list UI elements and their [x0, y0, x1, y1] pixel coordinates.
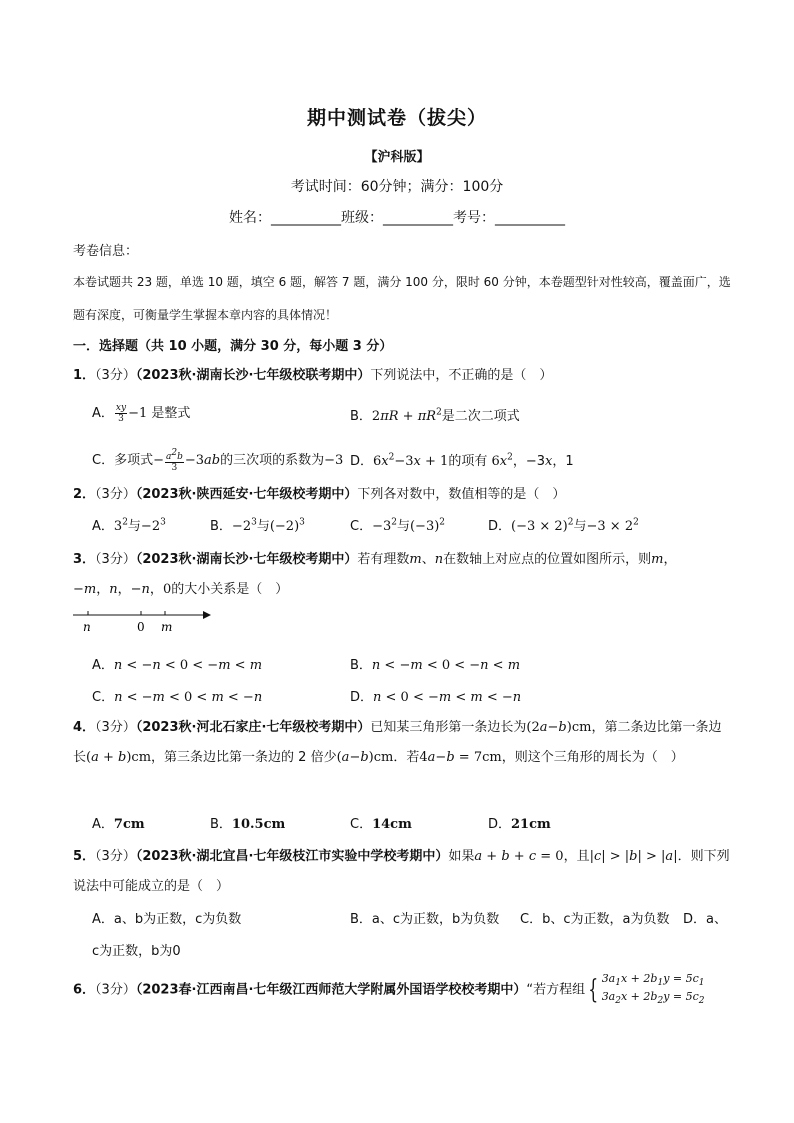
question-stem: 下列说法中，不正确的是（ ） — [370, 368, 553, 383]
question-number: 3． — [73, 552, 96, 567]
q3-option-b: B．n < −m < 0 < −n < m — [350, 658, 521, 673]
question-source: （2023春·江西南昌·七年级江西师范大学附属外国语学校校考期中） — [135, 982, 527, 998]
question-number: 6． — [73, 982, 96, 998]
question-4: 4．（3分）（2023秋·河北石家庄·七年级校考期中）已知某三角形第一条边长为(2a−b)cm，第二条边比第一条边长(a + b)cm，第三条边比第一条边的 2 倍少(a−b)cm．若4a−b = 7cm，则这个三角形的周长为（ ） — [73, 720, 722, 765]
q4-option-b: B．10.5cm — [210, 817, 286, 832]
number-line-figure — [73, 605, 223, 635]
question-number: 1． — [73, 368, 96, 383]
q5-option-d-cont: c为正数，b为0 — [92, 944, 181, 959]
q5-option-b: B．a、c为正数，b为负数 — [350, 912, 500, 927]
question-source: （2023秋·湖北宜昌·七年级枝江市实验中学校考期中） — [135, 849, 449, 864]
q4-option-c: C．14cm — [350, 817, 412, 832]
question-number: 5． — [73, 849, 96, 864]
question-score: （3分） — [95, 720, 136, 735]
q1-option-b: B．$2\pi R + \pi R^2$是二次二项式 — [350, 407, 520, 424]
edition-label: 【沪科版】 — [364, 150, 430, 165]
question-source: （2023秋·湖南长沙·七年级校考期中） — [135, 552, 358, 567]
question-score: （3分） — [95, 849, 136, 864]
q5-option-a: A．a、b为正数，c为负数 — [92, 912, 242, 927]
question-5: 5．（3分）（2023秋·湖北宜昌·七年级枝江市实验中学校考期中）如果a + b + c = 0，且|c| > |b| > |a|．则下列说法中可能成立的是（ ） — [73, 849, 730, 894]
q1-option-c: C．多项式− $\frac{a^2b}{3}$ −3ab的三次项的系数为−3 — [92, 448, 344, 473]
question-6: 6．（3分）（2023春·江西南昌·七年级江西师范大学附属外国语学校校考期中）“若方程组 { $3a_1x + 2b_1y = 5c_1$ $3a_2x + 2b_2y = 5c_2$ — [73, 972, 705, 1007]
q2-option-b: B．$-2^3$与$(-2)^3$ — [210, 517, 305, 534]
q2-option-a: A．$3^2$与$-2^3$ — [92, 517, 166, 534]
axis-label-0: 0 — [137, 620, 145, 634]
question-number: 4． — [73, 720, 96, 735]
q3-option-a: A．n < −n < 0 < −m < m — [92, 658, 263, 673]
axis-label-m: m — [161, 620, 173, 634]
question-score: （3分） — [95, 982, 136, 998]
q3-option-d: D．n < 0 < −m < m < −n — [350, 690, 522, 705]
q5-option-d: D．a、 — [683, 912, 727, 927]
question-source: （2023秋·陕西延安·七年级校考期中） — [135, 487, 358, 502]
q4-option-d: D．21cm — [488, 817, 551, 832]
question-stem: 下列各对数中，数值相等的是（ ） — [357, 487, 566, 502]
question-3: 3．（3分）（2023秋·湖南长沙·七年级校考期中）若有理数m、n在数轴上对应点的位置如图所示，则m， −m，n，−n，0的大小关系是（ ） — [73, 552, 677, 597]
q4-option-a: A．7cm — [92, 817, 145, 832]
question-1 — [73, 361, 733, 391]
axis-label-n: n — [83, 620, 91, 634]
section-heading: 一．选择题（共 10 小题，满分 30 分，每小题 3 分） — [73, 339, 393, 354]
question-number: 2． — [73, 487, 96, 502]
equation-system: { $3a_1x + 2b_1y = 5c_1$ $3a_2x + 2b_2y = 5c_2$ — [588, 972, 705, 1007]
question-score: （3分） — [95, 368, 136, 383]
question-2 — [73, 480, 733, 510]
page-title: 期中测试卷（拔尖） — [306, 107, 487, 129]
q3-option-c: C．n < −m < 0 < m < −n — [92, 690, 263, 705]
question-source: （2023秋·湖南长沙·七年级校联考期中） — [135, 368, 371, 383]
info-text: 本卷试题共 23 题，单选 10 题，填空 6 题，解答 7 题，满分 100 分，限时 60 分钟，本卷题型针对性较高，覆盖面广，选题有深度，可衡量学生掌握本章内容的具体情况！ — [73, 275, 731, 322]
q1-option-a: A． $\frac{xy}{3}$ −1 是整式 — [92, 403, 191, 424]
question-source: （2023秋·河北石家庄·七年级校考期中） — [135, 720, 371, 735]
q5-option-c: C．b、c为正数，a为负数 — [520, 912, 670, 927]
question-score: （3分） — [95, 487, 136, 502]
q1-option-d: D．$6x^2-3x + 1$的项有 $6x^2$，−3x，1 — [350, 452, 574, 469]
question-score: （3分） — [95, 552, 136, 567]
fraction: $\frac{a^2b}{3}$ — [165, 448, 183, 473]
q2-option-d: D．$(-3 \times 2)^2$与$-3 \times 2^2$ — [488, 517, 639, 534]
fraction: $\frac{xy}{3}$ — [115, 403, 127, 424]
student-info-line: 姓名：__________班级：__________考号：__________ — [229, 210, 565, 226]
q2-option-c: C．$-3^2$与$(-3)^2$ — [350, 517, 446, 534]
exam-time: 考试时间：60分钟；满分：100分 — [290, 179, 504, 195]
info-label: 考卷信息： — [73, 244, 139, 259]
